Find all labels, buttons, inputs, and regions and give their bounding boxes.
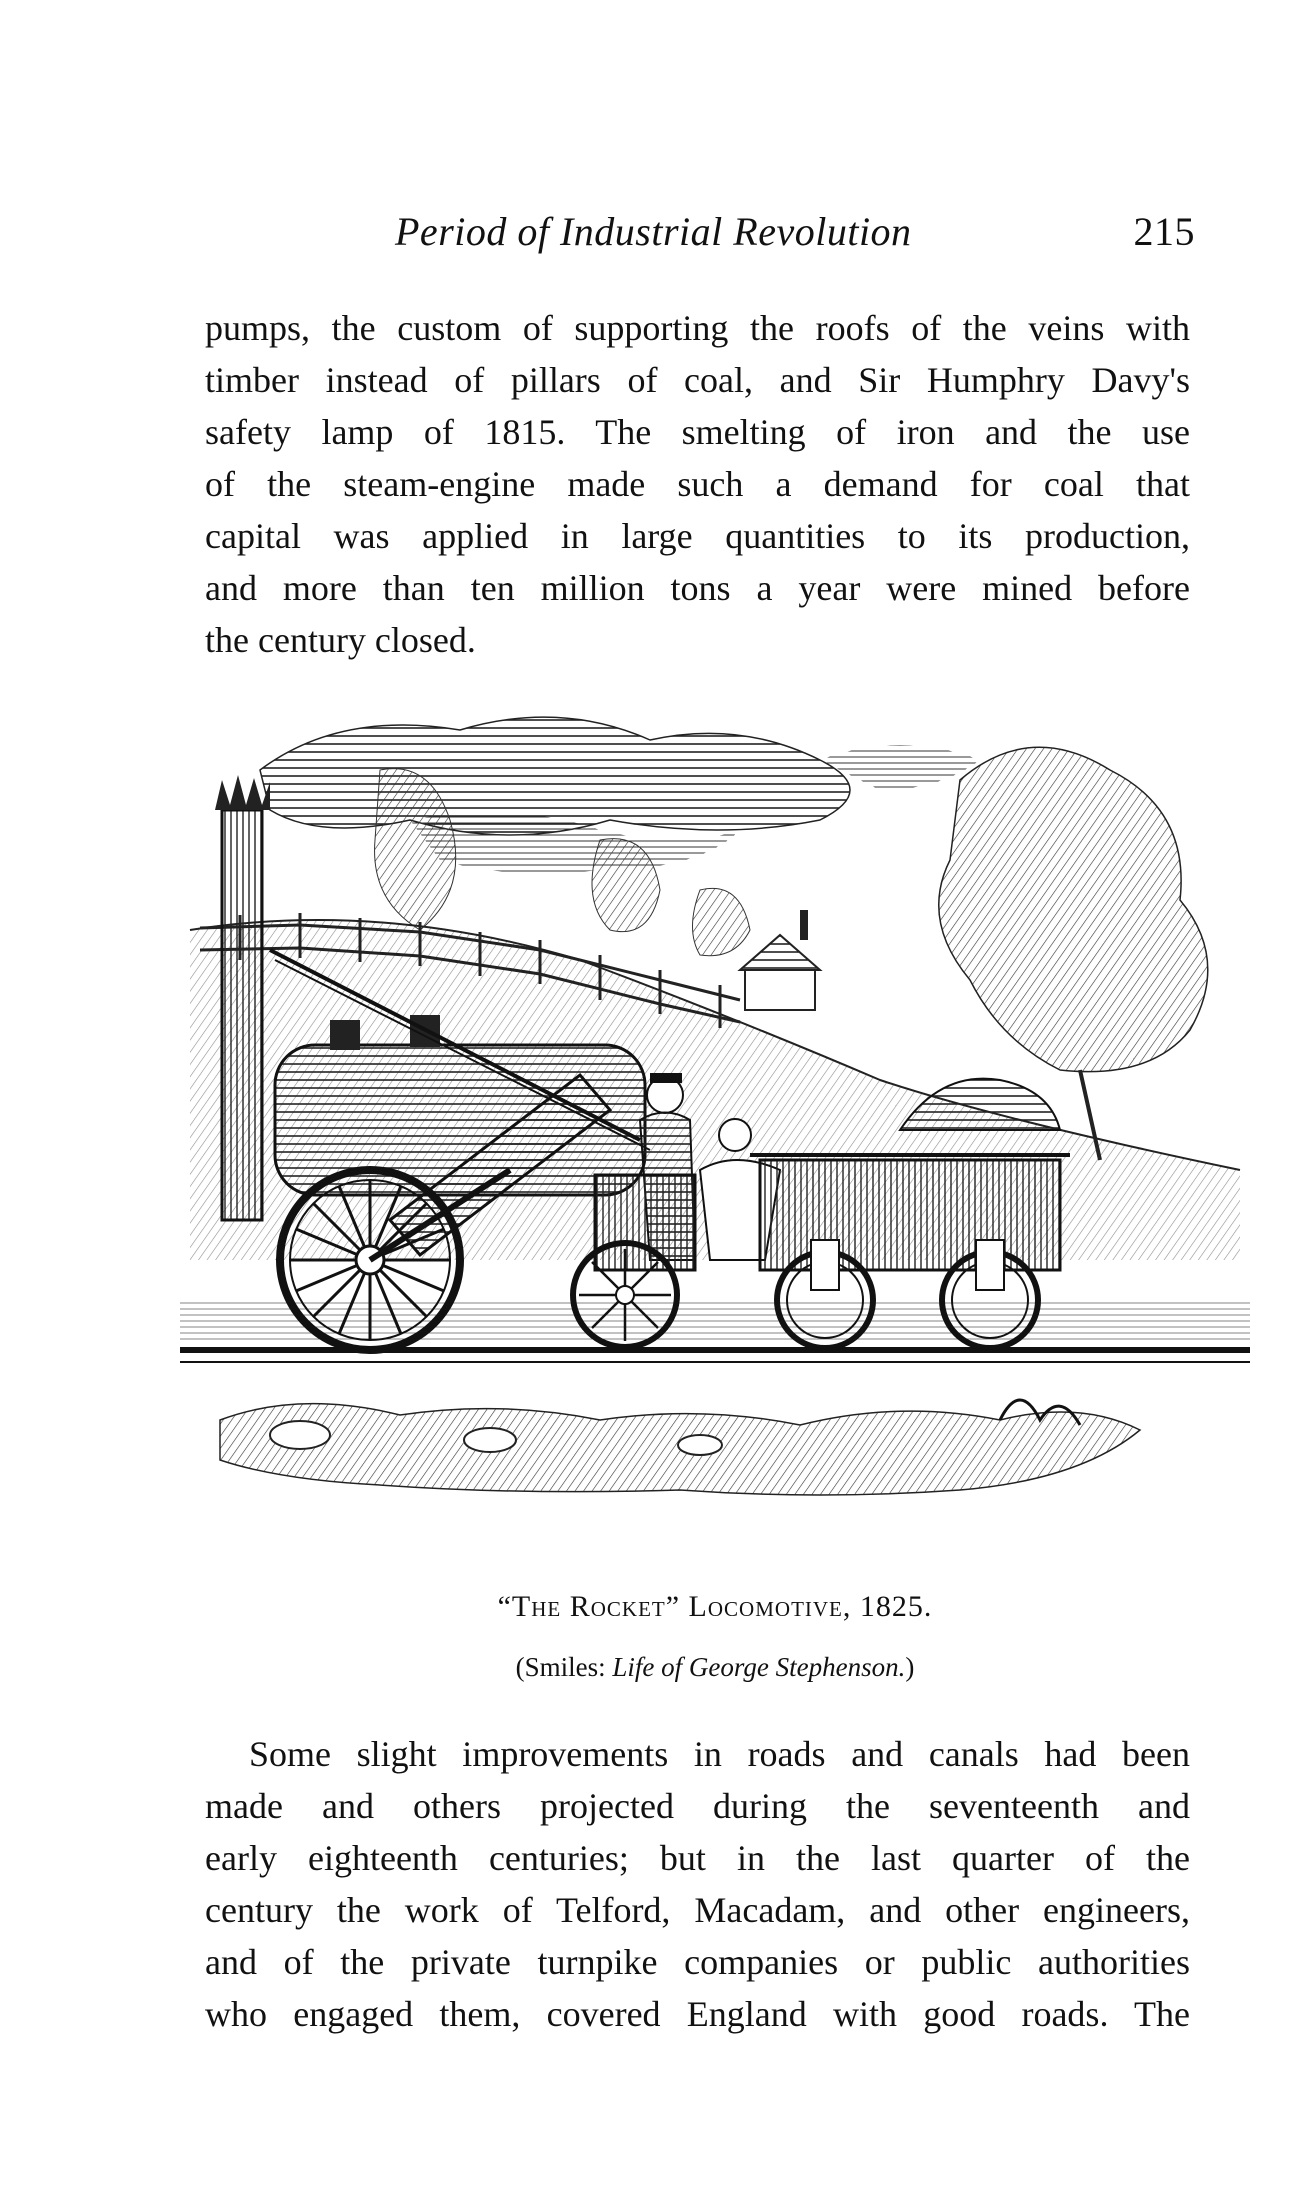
- text-line: pumps, the custom of supporting the roofs of the veins with: [205, 308, 1190, 348]
- page-number: 215: [1133, 209, 1195, 254]
- text-line: the century closed.: [205, 620, 476, 660]
- caption-source-prefix: (Smiles:: [515, 1652, 613, 1682]
- cottage: [740, 910, 820, 1010]
- paragraph-top: [205, 302, 1190, 666]
- text-line: and more than ten million tons a year were mined before: [205, 568, 1190, 608]
- trailing-wheel: [573, 1243, 677, 1347]
- figure-caption-title: “The Rocket” Locomotive, 1825.: [497, 1590, 933, 1623]
- foreground-rocks-grass: [220, 1400, 1140, 1495]
- text-line: of the steam-engine made such a demand for coal that: [205, 464, 1190, 504]
- text-line: who engaged them, covered England with good roads. The: [205, 1994, 1190, 2034]
- text-line: and of the private turnpike companies or public authorities: [205, 1942, 1190, 1982]
- text-line: early eighteenth centuries; but in the last quarter of the: [205, 1838, 1190, 1878]
- text-line: Some slight improvements in roads and canals had been: [249, 1734, 1190, 1774]
- chimney-stack: [215, 775, 270, 1220]
- text-line: capital was applied in large quantities to its production,: [205, 516, 1190, 556]
- text-line: made and others projected during the seventeenth and: [205, 1786, 1190, 1826]
- running-title: Period of Industrial Revolution: [395, 209, 912, 254]
- figure-caption-source: [180, 1652, 1250, 1683]
- rocket-locomotive-illustration: [180, 700, 1250, 1570]
- text-line: timber instead of pillars of coal, and Sir Humphry Davy's: [205, 360, 1190, 400]
- running-head: [395, 208, 1195, 268]
- caption-source-suffix: ): [905, 1652, 915, 1682]
- text-line: safety lamp of 1815. The smelting of iron and the use: [205, 412, 1190, 452]
- caption-source-work: Life of George Stephenson.: [612, 1652, 906, 1682]
- paragraph-bottom: [205, 1728, 1190, 2040]
- text-line: century the work of Telford, Macadam, and other engineers,: [205, 1890, 1190, 1930]
